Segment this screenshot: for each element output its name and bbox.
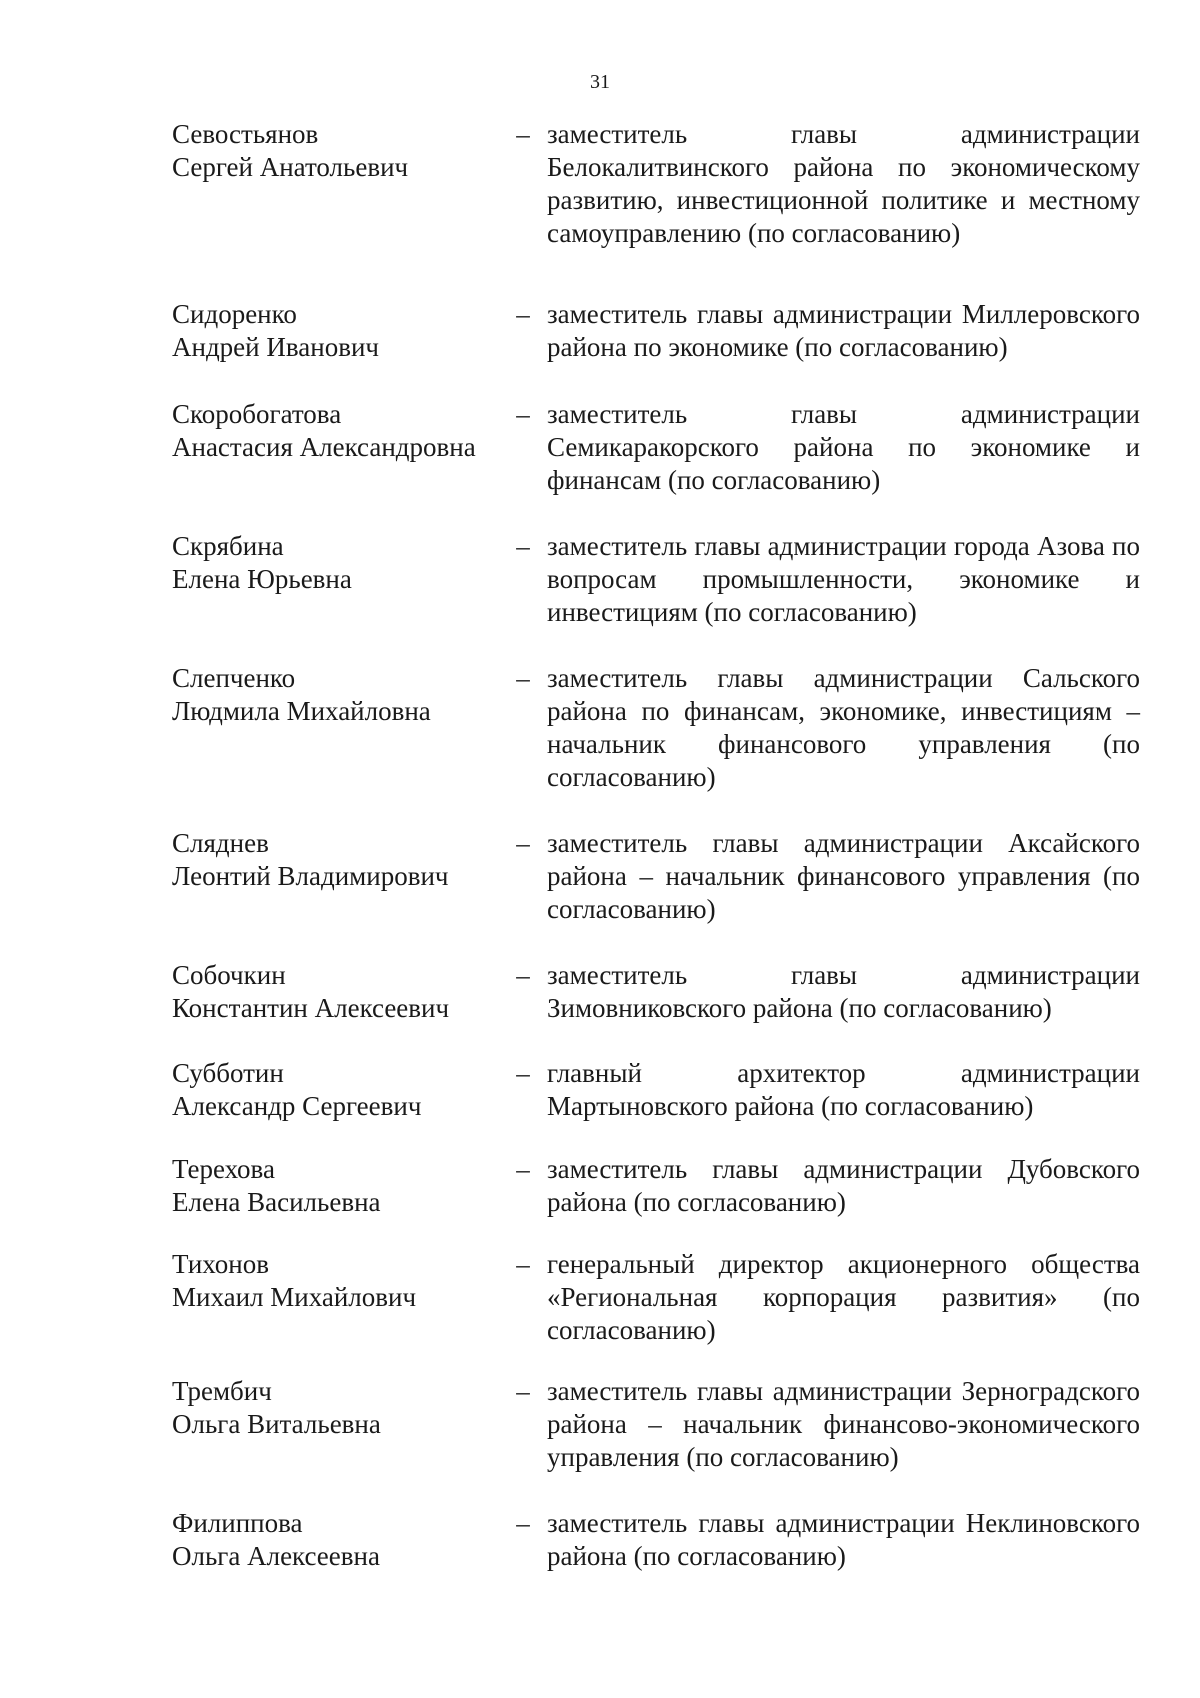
- person-given-names: Елена Васильевна: [172, 1187, 381, 1217]
- dash-separator: –: [516, 1508, 530, 1538]
- person-name: [172, 1248, 502, 1314]
- person-given-names: Сергей Анатольевич: [172, 152, 409, 182]
- person-surname: Трембич: [172, 1376, 272, 1406]
- person-given-names: Александр Сергеевич: [172, 1091, 422, 1121]
- person-given-names: Андрей Иванович: [172, 332, 379, 362]
- person-surname: Тихонов: [172, 1249, 269, 1279]
- person-surname: Слепченко: [172, 663, 296, 693]
- dash-separator: –: [516, 663, 530, 693]
- person-name: [172, 118, 502, 184]
- person-surname: Субботин: [172, 1058, 284, 1088]
- person-given-names: Ольга Алексеевна: [172, 1541, 380, 1571]
- person-given-names: Елена Юрьевна: [172, 564, 352, 594]
- person-position: главный архитектор администрации Мартыновского района (по согласованию): [547, 1058, 1140, 1121]
- person-surname: Терехова: [172, 1154, 275, 1184]
- person-position: заместитель главы администрации Зерноградского района – начальник финансово-экономического управления (по согласованию): [547, 1376, 1140, 1472]
- person-surname: Сидоренко: [172, 299, 297, 329]
- person-position: генеральный директор акционерного общества «Региональная корпорация развития» (по согласованию): [547, 1249, 1140, 1345]
- person-name: [172, 1507, 502, 1573]
- person-name: [172, 298, 502, 364]
- dash-separator: –: [516, 299, 530, 329]
- dash-separator: –: [516, 119, 530, 149]
- person-name: [172, 1057, 502, 1123]
- person-name: [172, 530, 502, 596]
- person-surname: Филиппова: [172, 1508, 303, 1538]
- person-name: [172, 959, 502, 1025]
- dash-separator: –: [516, 828, 530, 858]
- dash-separator: –: [516, 399, 530, 429]
- person-position: заместитель главы администрации города Азова по вопросам промышленности, экономике и инвестициям (по согласованию): [547, 531, 1140, 627]
- person-surname: Собочкин: [172, 960, 286, 990]
- dash-separator: –: [516, 1376, 530, 1406]
- person-position: заместитель главы администрации Белокалитвинского района по экономическому развитию, инвестиционной политике и местному самоуправлению (по согласованию): [547, 119, 1140, 248]
- person-given-names: Ольга Витальевна: [172, 1409, 381, 1439]
- person-surname: Сляднев: [172, 828, 269, 858]
- person-given-names: Леонтий Владимирович: [172, 861, 449, 891]
- person-position: заместитель главы администрации Сальского района по финансам, экономике, инвестициям – начальник финансового управления (по согласованию): [547, 663, 1140, 792]
- person-given-names: Людмила Михайловна: [172, 696, 431, 726]
- person-given-names: Михаил Михайлович: [172, 1282, 417, 1312]
- dash-separator: –: [516, 960, 530, 990]
- page-number: 31: [590, 71, 610, 93]
- person-position: заместитель главы администрации Миллеровского района по экономике (по согласованию): [547, 299, 1140, 362]
- person-name: [172, 398, 502, 464]
- dash-separator: –: [516, 1058, 530, 1088]
- person-name: [172, 827, 502, 893]
- person-surname: Скоробогатова: [172, 399, 342, 429]
- person-name: [172, 1375, 502, 1441]
- person-name: [172, 1153, 502, 1219]
- dash-separator: –: [516, 531, 530, 561]
- person-position: заместитель главы администрации Дубовского района (по согласованию): [547, 1154, 1140, 1217]
- person-given-names: Константин Алексеевич: [172, 993, 450, 1023]
- person-surname: Скрябина: [172, 531, 284, 561]
- person-position: заместитель главы администрации Неклиновского района (по согласованию): [547, 1508, 1140, 1571]
- dash-separator: –: [516, 1249, 530, 1279]
- person-position: заместитель главы администрации Зимовниковского района (по согласованию): [547, 960, 1140, 1023]
- person-position: заместитель главы администрации Аксайского района – начальник финансового управления (по согласованию): [547, 828, 1140, 924]
- dash-separator: –: [516, 1154, 530, 1184]
- person-surname: Севостьянов: [172, 119, 319, 149]
- person-position: заместитель главы администрации Семикаракорского района по экономике и финансам (по согласованию): [547, 399, 1140, 495]
- person-given-names: Анастасия Александровна: [172, 432, 476, 462]
- person-name: [172, 662, 502, 728]
